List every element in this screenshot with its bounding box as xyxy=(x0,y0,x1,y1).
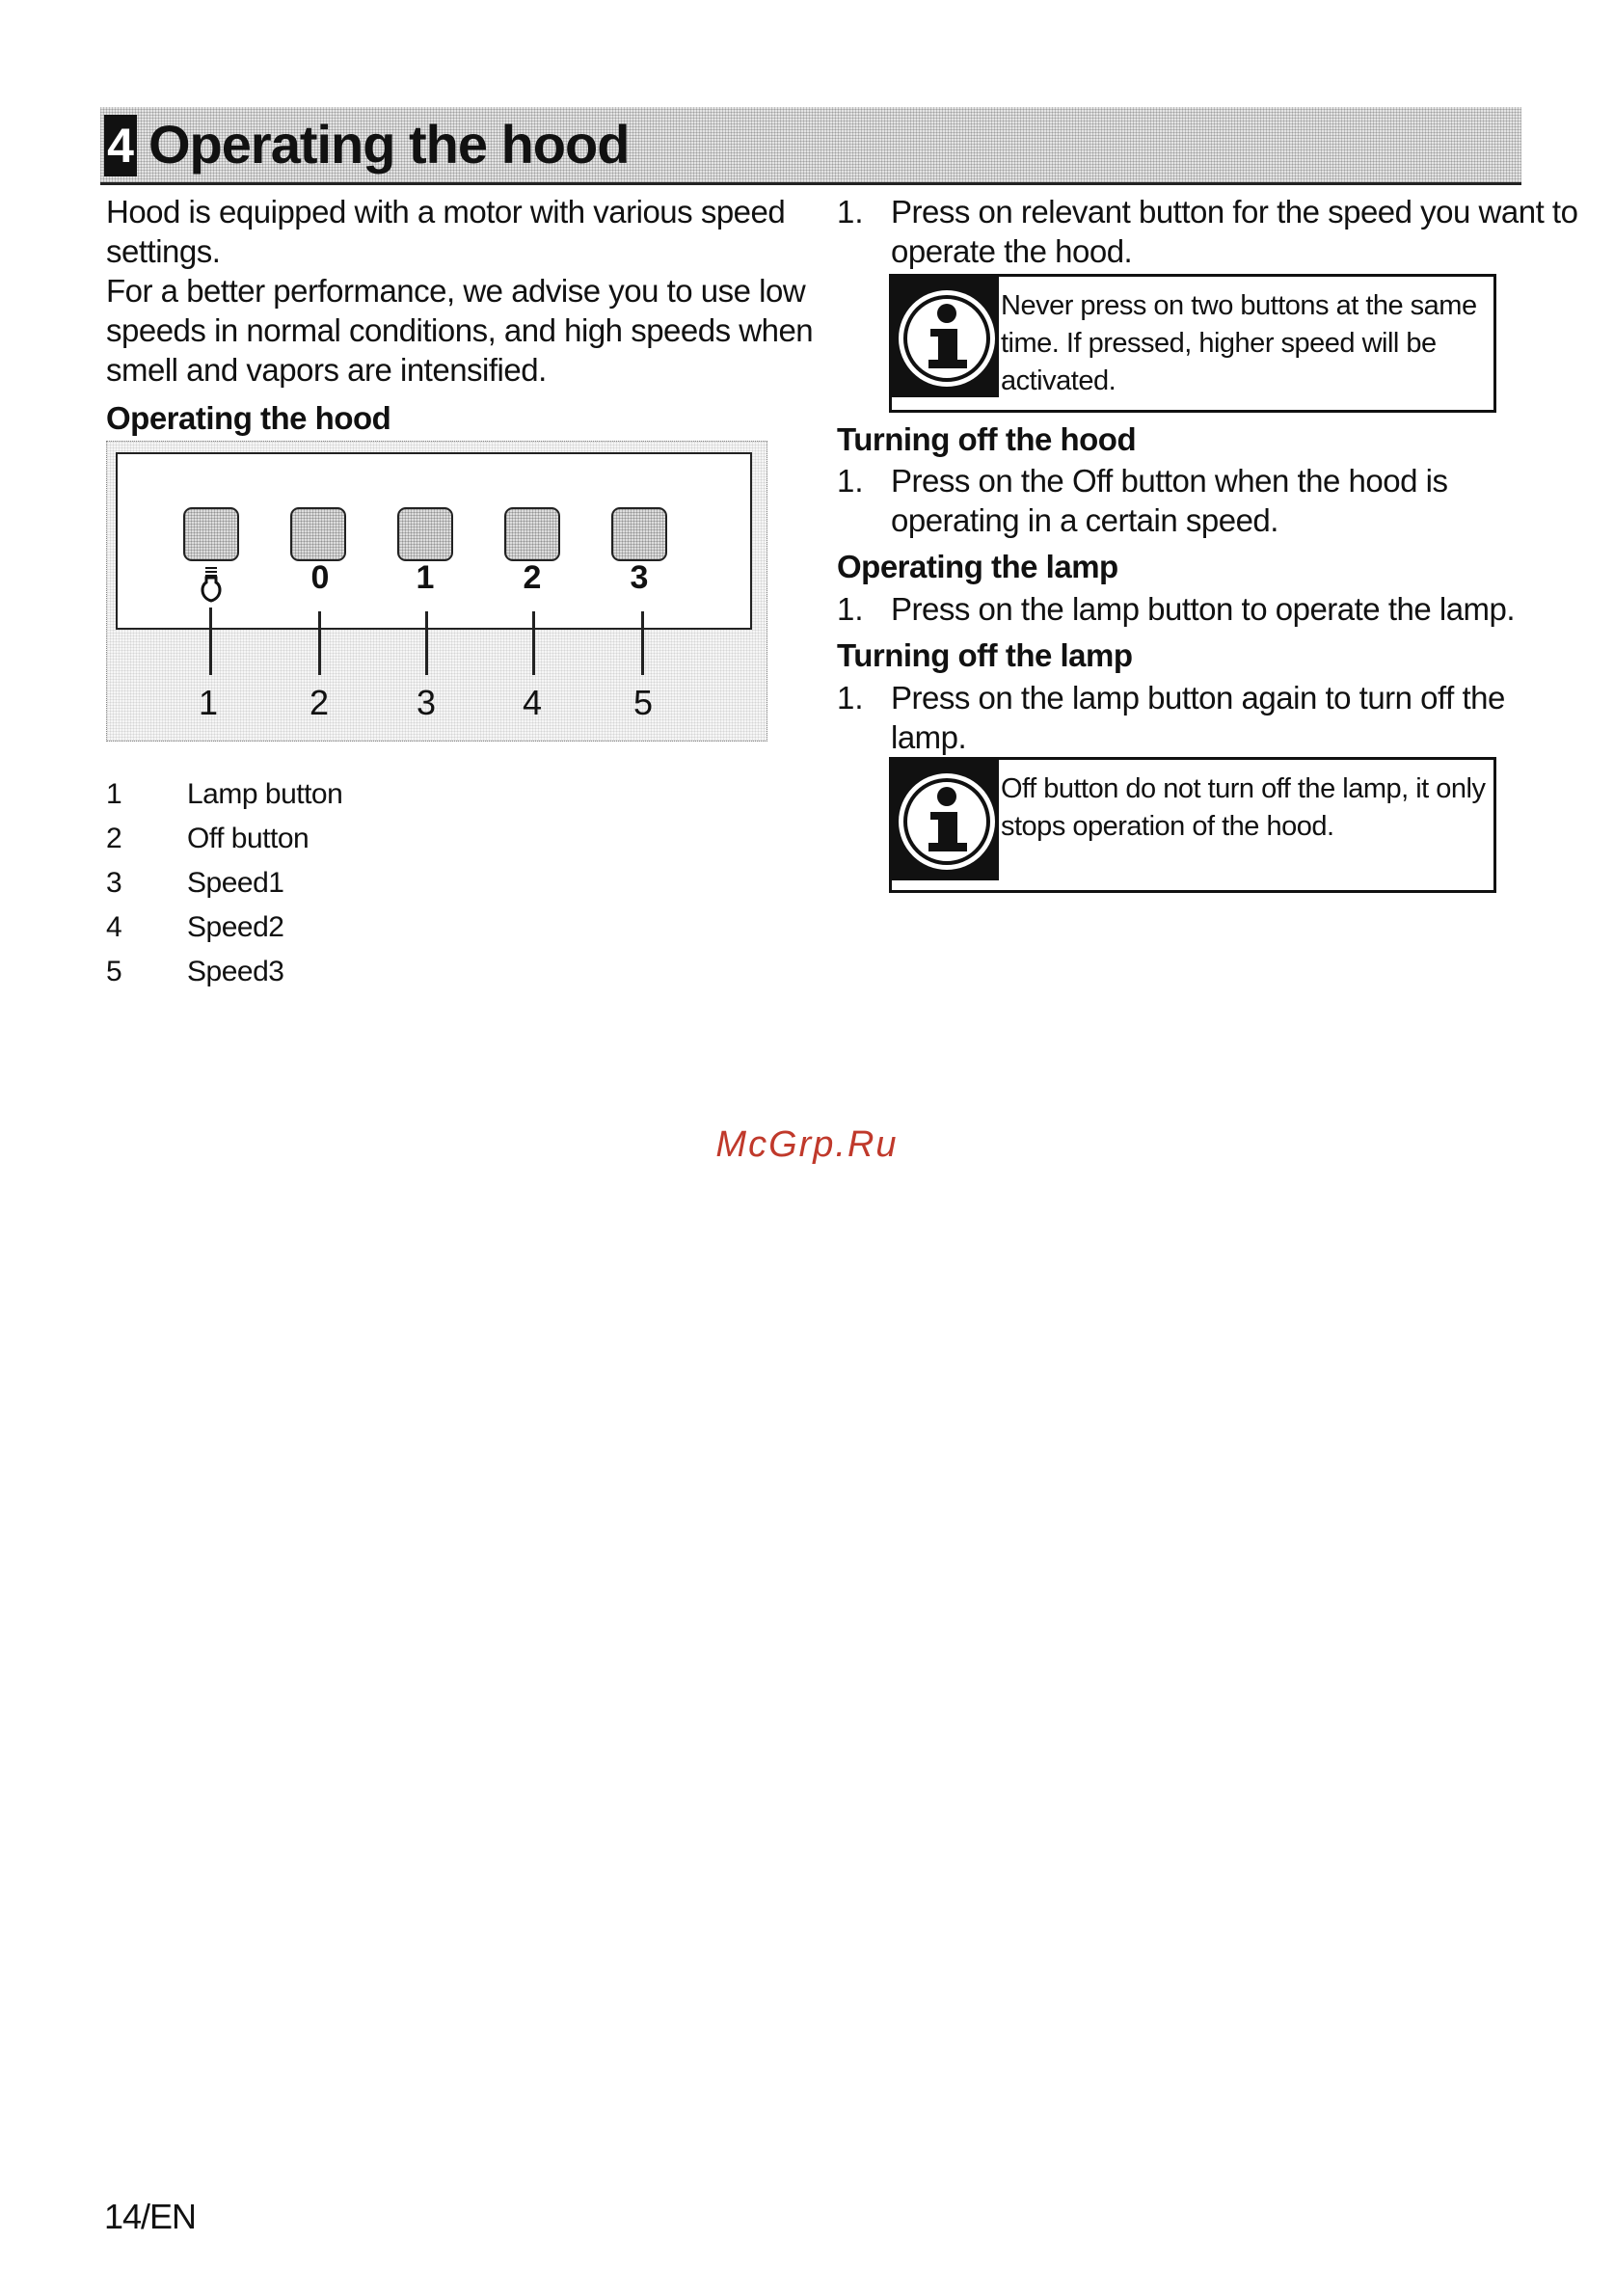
legend-label: Speed2 xyxy=(187,911,284,943)
intro-line: Hood is equipped with a motor with various speed xyxy=(106,194,786,230)
section-title: Operating the hood xyxy=(148,114,630,175)
note-line: activated. xyxy=(1001,365,1116,396)
step-line: operate the hood. xyxy=(891,233,1133,269)
callout-number: 4 xyxy=(522,683,543,722)
callout-number: 2 xyxy=(309,683,330,722)
intro-line: smell and vapors are intensified. xyxy=(106,352,547,388)
step-line: Press on relevant button for the speed you want to xyxy=(891,194,1578,230)
step-number: 1. xyxy=(837,591,864,627)
info-note-text xyxy=(1001,287,1477,400)
legend-label: Lamp button xyxy=(187,778,343,810)
note-line: Off button do not turn off the lamp, it only xyxy=(1001,773,1486,804)
turning-off-lamp-heading: Turning off the lamp xyxy=(837,637,1133,673)
speed2-button xyxy=(504,507,560,561)
note-line: stops operation of the hood. xyxy=(1001,811,1334,842)
legend-number: 5 xyxy=(106,956,122,987)
leader-line xyxy=(425,611,428,675)
legend-label: Speed3 xyxy=(187,956,284,987)
step-number: 1. xyxy=(837,194,864,230)
intro-line: For a better performance, we advise you to use low xyxy=(106,273,806,309)
legend-number: 3 xyxy=(106,867,122,899)
lamp-icon xyxy=(197,565,226,606)
speed1-symbol: 1 xyxy=(416,559,435,596)
step-line: Press on the lamp button again to turn off the xyxy=(891,680,1505,716)
step-text xyxy=(891,461,1447,540)
note-line: Never press on two buttons at the same xyxy=(1001,290,1477,321)
legend-number: 4 xyxy=(106,911,122,943)
leader-line xyxy=(532,611,535,675)
off-symbol: 0 xyxy=(310,559,330,596)
operating-lamp-heading: Operating the lamp xyxy=(837,549,1118,584)
step-number: 1. xyxy=(837,680,864,716)
step-text: Press on the lamp button to operate the lamp. xyxy=(891,591,1516,627)
info-icon xyxy=(892,760,999,880)
callout-number: 5 xyxy=(632,683,654,722)
watermark: McGrp.Ru xyxy=(715,1124,899,1165)
step-text xyxy=(891,192,1577,271)
off-button xyxy=(290,507,346,561)
speed1-button xyxy=(397,507,453,561)
operating-heading: Operating the hood xyxy=(106,400,391,436)
speed2-symbol: 2 xyxy=(523,559,542,596)
legend-label: Speed1 xyxy=(187,867,284,899)
info-icon-tile xyxy=(892,760,999,880)
leader-line xyxy=(318,611,321,675)
callout-number: 1 xyxy=(198,683,219,722)
speed3-button xyxy=(611,507,667,561)
step-line: operating in a certain speed. xyxy=(891,502,1278,538)
step-line: Press on the Off button when the hood is xyxy=(891,463,1448,499)
step-line: lamp. xyxy=(891,719,967,755)
legend-label: Off button xyxy=(187,823,309,854)
turning-off-hood-heading: Turning off the hood xyxy=(837,421,1137,457)
intro-line: speeds in normal conditions, and high speeds when xyxy=(106,312,814,348)
info-icon-tile xyxy=(892,277,999,397)
note-line: time. If pressed, higher speed will be xyxy=(1001,328,1437,359)
page-number: 14/EN xyxy=(104,2197,197,2236)
step-text xyxy=(891,678,1505,757)
info-icon xyxy=(892,277,999,397)
legend-number: 1 xyxy=(106,778,122,810)
legend-number: 2 xyxy=(106,823,122,854)
leader-line xyxy=(209,608,212,675)
info-note-text xyxy=(1001,770,1485,846)
section-number: 4 xyxy=(104,115,137,176)
step-number: 1. xyxy=(837,463,864,499)
leader-line xyxy=(641,611,644,675)
callout-number: 3 xyxy=(416,683,437,722)
lamp-button xyxy=(183,507,239,561)
intro-line: settings. xyxy=(106,233,221,269)
speed3-symbol: 3 xyxy=(630,559,649,596)
intro-paragraph xyxy=(106,192,813,390)
